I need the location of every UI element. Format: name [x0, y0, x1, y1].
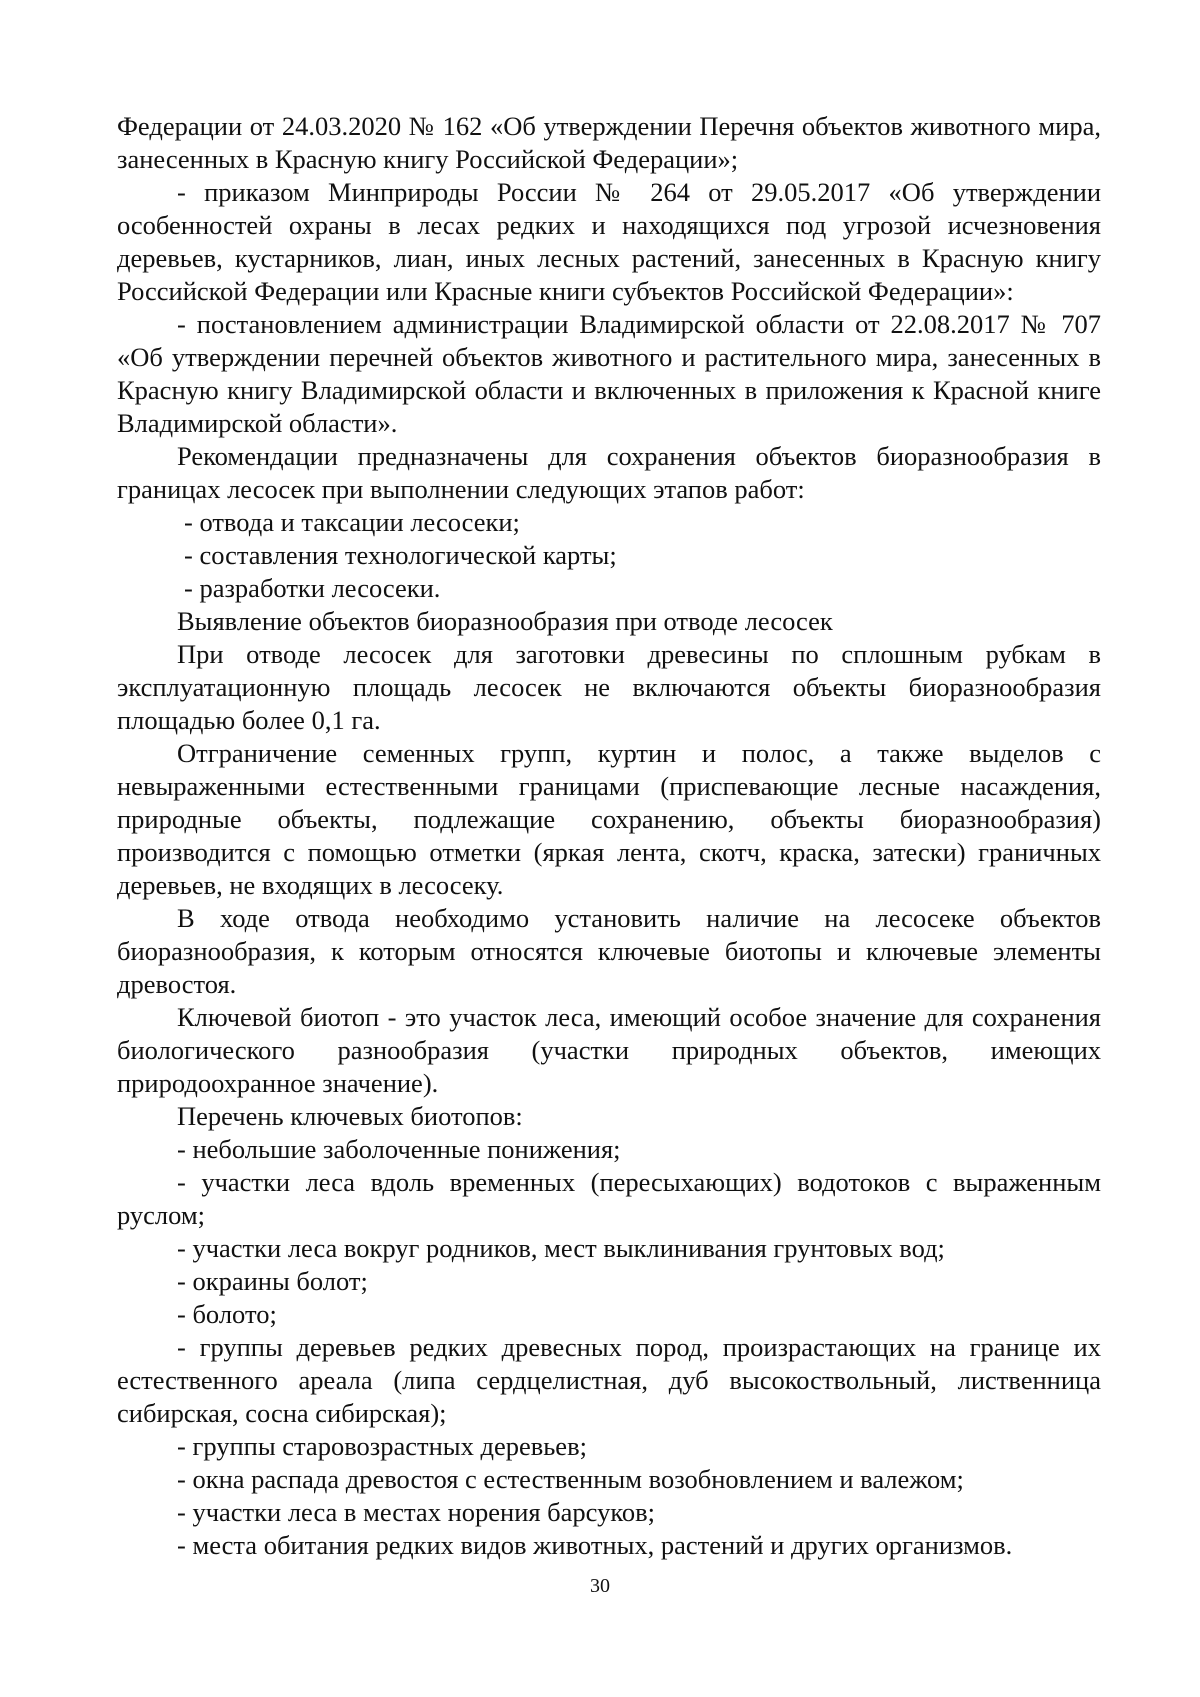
section-heading: Выявление объектов биоразнообразия при отводе лесосек — [177, 606, 833, 636]
list-item: - небольшие заболоченные понижения; — [177, 1134, 621, 1164]
list-item: - группы старовозрастных деревьев; — [177, 1431, 587, 1461]
list-item: - окна распада древостоя с естественным возобновлением и валежом; — [177, 1464, 964, 1494]
list-item: - места обитания редких видов животных, растений и других организмов. — [177, 1530, 1013, 1560]
paragraph: Ключевой биотоп - это участок леса, имеющий особое значение для сохранения биологического разнообразия (участки природных объектов, имеющих природоохранное значение). — [117, 1002, 1101, 1098]
list-item: - окраины болот; — [177, 1266, 368, 1296]
list-item: - группы деревьев редких древесных пород, произрастающих на границе их естественного ареала (липа сердцелистная, дуб высокоствольный, лиственница сибирская, сосна сибирская); — [117, 1332, 1101, 1428]
paragraph: Рекомендации предназначены для сохранения объектов биоразнообразия в границах лесосек при выполнении следующих этапов работ: — [117, 441, 1101, 504]
page-number: 30 — [590, 1575, 610, 1597]
paragraph: Отграничение семенных групп, куртин и полос, а также выделов с невыраженными естественными границами (приспевающие лесные насаждения, природные объекты, подлежащие сохранению, объекты биоразнообразия) производится с помощью отметки (яркая лента, скотч, краска, затески) граничных деревьев, не входящих в лесосеку. — [117, 738, 1101, 900]
list-item: - участки леса вдоль временных (пересыхающих) водотоков с выраженным руслом; — [117, 1167, 1101, 1230]
list-heading: Перечень ключевых биотопов: — [177, 1101, 523, 1131]
paragraph: При отводе лесосек для заготовки древесины по сплошным рубкам в эксплуатационную площадь лесосек не включаются объекты биоразнообразия площадью более 0,1 га. — [117, 639, 1101, 735]
paragraph: В ходе отвода необходимо установить наличие на лесосеке объектов биоразнообразия, к которым относятся ключевые биотопы и ключевые элементы древостоя. — [117, 903, 1101, 999]
list-item: - составления технологической карты; — [184, 540, 617, 570]
list-item: - участки леса вокруг родников, мест выклинивания грунтовых вод; — [177, 1233, 945, 1263]
list-item: - отвода и таксации лесосеки; — [184, 507, 520, 537]
list-item: - болото; — [177, 1299, 277, 1329]
document-body — [117, 110, 1101, 1562]
paragraph: - постановлением администрации Владимирской области от 22.08.2017 № 707 «Об утверждении перечней объектов животного и растительного мира, занесенных в Красную книгу Владимирской области и включенных в приложения к Красной книге Владимирской области». — [117, 309, 1101, 438]
list-item: - участки леса в местах норения барсуков; — [177, 1497, 655, 1527]
list-item: - разработки лесосеки. — [184, 573, 441, 603]
paragraph: Федерации от 24.03.2020 № 162 «Об утверждении Перечня объектов животного мира, занесенных в Красную книгу Российской Федерации»; — [117, 111, 1101, 174]
paragraph: - приказом Минприроды России № 264 от 29.05.2017 «Об утверждении особенностей охраны в лесах редких и находящихся под угрозой исчезновения деревьев, кустарников, лиан, иных лесных растений, занесенных в Красную книгу Российской Федерации или Красные книги субъектов Российской Федерации»: — [117, 177, 1101, 306]
